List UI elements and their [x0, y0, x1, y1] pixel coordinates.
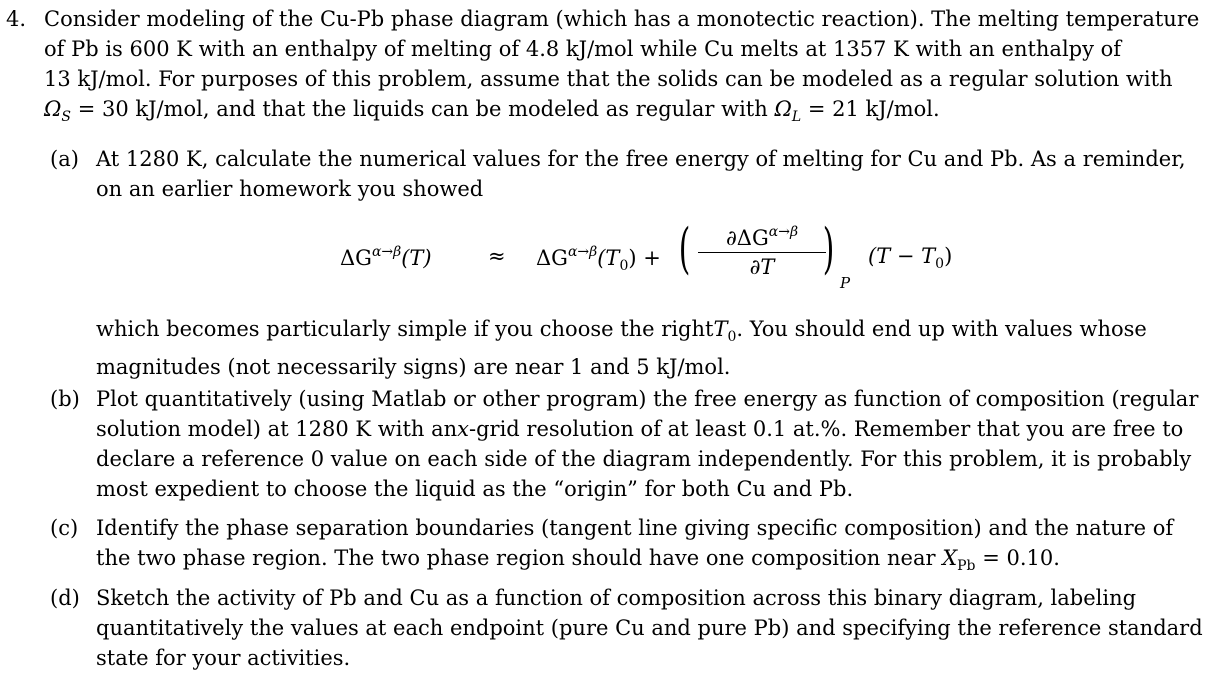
part-d-text: Sketch the activity of Pb and Cu as a function of composition across this binary diagram, labeling quantitatively the values at each endpoint (pure Cu and pure Pb) and specifying the reference standard state for your activities. — [96, 586, 1203, 670]
problem-number: 4. — [6, 7, 27, 31]
part-c-label: (c) — [50, 516, 79, 540]
problem-intro — [44, 4, 1208, 132]
eq-paren-open: ( — [678, 217, 691, 280]
intro-line-1: Consider modeling of the Cu-Pb phase diagram (which has a monotectic reaction). The melting temperature — [44, 7, 1200, 31]
intro-line-2: of Pb is 600 K with an enthalpy of melting of 4.8 kJ/mol while Cu melts at 1357 K with an enthalpy of — [44, 37, 1122, 61]
eq-paren-subscript: P — [840, 274, 851, 292]
eq-lhs: $\Delta G^{\alpha\to\beta}(T)$ — [340, 244, 432, 270]
eq-approx: ≈ — [488, 244, 506, 268]
part-a-label: (a) — [50, 147, 79, 171]
intro-line-4: $\Omega_S = 30$ kJ/mol, and that the liquids can be modeled as regular with $\Omega_L = 21$ kJ/mol. — [44, 97, 940, 125]
eq-rhs-first: $\Delta G^{\alpha\to\beta}(T_0)$ + — [536, 244, 661, 274]
intro-line-3: 13 kJ/mol. For purposes of this problem, assume that the solids can be modeled as a regular solution with — [44, 67, 1173, 91]
part-d-label: (d) — [50, 586, 80, 610]
free-energy-equation — [340, 217, 980, 294]
eq-partial-fraction: $\partial\Delta G^{\alpha\to\beta}$ ∂T — [698, 224, 826, 279]
eq-tail: $(T - T_0)$ — [868, 244, 953, 272]
homework-page: 4. Consider modeling of the Cu-Pb phase diagram (which has a monotectic reaction). The melting temperature of Pb is 600 K with an enthalpy of melting of 4.8 kJ/mol while Cu melts at 1357 K with an enthalpy of 13 kJ/mol. For purposes of this problem, assume that the solids can be modeled as a regular solution with $\Omega_S = 30$ kJ/mol, and that the liquids can be modeled as regular with $\Omega_L = 21$ kJ/mol. (a) At 1280 K, calculate the numerical values for the free energy of melting for Cu and Pb. As a reminder, on an earlier homework you showed $\Delta G^{\alpha\to\beta}(T)$ ≈ $\Delta G^{\alpha\to\beta}(T_0)$ + ( $\partial\Delta G^{\alpha\to\beta}$ ∂T ) P $(T - T_0)$ which becomes particularly simple if you choose the rightT0. You should end up with values whose magnitudes (not necessarily signs) are near 1 and 5 kJ/mol. (b) Plot quantitatively (using Matlab or other program) the free energy as function of composition (regular solution model) at 1280 K with anx-grid resolution of at least 0.1 at.%. Remember that you are free to declare a reference 0 value on each side of the diagram independently. For this problem, it is probably most expedient to choose the liquid as the “origin” for both Cu and Pb. (c) Identify the phase separation boundaries (tangent line giving specific composition) and the nature of the two phase region. The two phase region should have one composition near $X_{Pb} = 0.10$. (d) Sketch the activity of Pb and Cu as a function of composition across this binary diagram, labeling quantitatively the values at each endpoint (pure Cu and pure Pb) and specifying the reference standard state for your activities. — [0, 0, 1224, 678]
eq-paren-close: ) — [822, 217, 835, 280]
part-c-text: Identify the phase separation boundaries (tangent line giving specific composition) and the nature of the two phase region. The two phase region should have one composition near $X_{Pb} = 0.10$. — [96, 516, 1174, 574]
part-b-label: (b) — [50, 387, 80, 411]
part-a-text: At 1280 K, calculate the numerical values for the free energy of melting for Cu and Pb. As a reminder, on an earlier homework you showed — [96, 147, 1186, 201]
part-b-text: Plot quantitatively (using Matlab or other program) the free energy as function of composition (regular solution model) at 1280 K with anx-grid resolution of at least 0.1 at.%. Remember that you are free to declare a reference 0 value on each side of the diagram independently. For this problem, it is probably most expedient to choose the liquid as the “origin” for both Cu and Pb. — [96, 387, 1199, 501]
